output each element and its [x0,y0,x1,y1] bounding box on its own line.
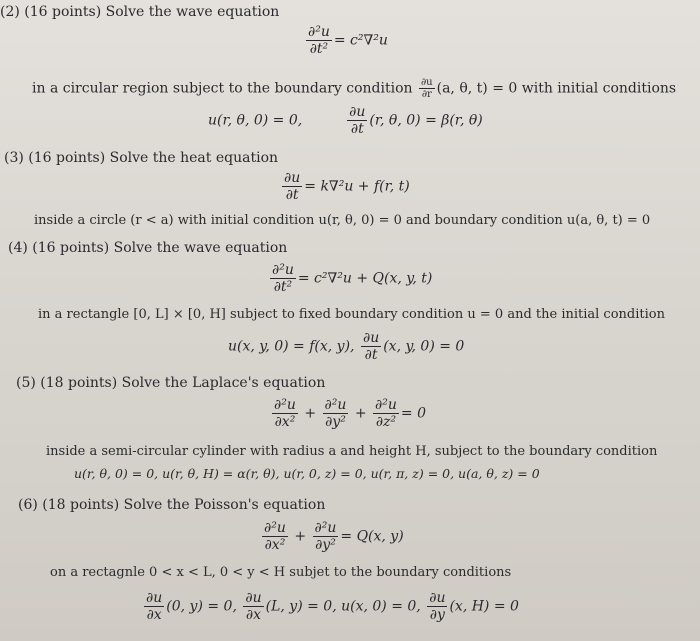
problem-4-condition-line: in a rectangle [0, L] × [0, H] subject to fixed boundary condition u = 0 and the initial condition [38,307,665,322]
fraction: $\frac{\partial u}{\partial t}$ [362,330,380,363]
problem-3-equation: $\frac{\partial u}{\partial t}$ = k∇²u + f(r, t) [284,170,410,203]
problem-4-initial-conditions: u(x, y, 0) = f(x, y), $\frac{\partial u}{\partial t}$ (x, y, 0) = 0 [228,330,465,363]
problem-2-header: (2) (16 points) Solve the wave equation [0,4,280,20]
fraction: $\frac{\partial u}{\partial y}$ [429,590,446,623]
fraction: $\frac{\text{∂²u}}{\text{∂z²}}$ [375,397,397,430]
problem-3-header: (3) (16 points) Solve the heat equation [4,150,279,166]
fraction: $\frac{\partial u}{\partial r}$ [421,77,433,100]
problem-6-equation: $\frac{\text{∂²u}}{\text{∂x²}}$ + $\frac{\text{∂²u}}{\text{∂y²}}$ = Q(x, y) [264,520,404,553]
fraction: $\frac{\text{∂²u}}{\text{∂x²}}$ [264,520,286,553]
fraction: $\frac{\text{∂²u}}{\text{∂t²}}$ [308,24,330,57]
fraction: $\frac{\partial u}{\partial x}$ [245,590,262,623]
fraction: $\frac{\partial u}{\partial t}$ [349,104,366,137]
problem-5-header: (5) (18 points) Solve the Laplace's equation [16,375,326,391]
problem-5-condition-line: inside a semi-circular cylinder with radius a and height H, subject to the boundary condition [46,444,658,459]
problem-5-equation: $\frac{\text{∂²u}}{\text{∂x²}}$ + $\frac{\text{∂²u}}{\text{∂y²}}$ + $\frac{\text{∂²u}}{\text{∂z²}}$ = 0 [274,397,426,430]
fraction: $\frac{\partial u}{\partial x}$ [146,590,163,623]
problem-2-equation: $\frac{\text{∂²u}}{\text{∂t²}}$ = c²∇²u [308,24,388,57]
fraction: $\frac{\partial u}{\partial t}$ [284,170,301,203]
fraction: $\frac{\text{∂²u}}{\text{∂y²}}$ [324,397,347,430]
fraction: $\frac{\text{∂²u}}{\text{∂x²}}$ [274,397,296,430]
problem-5-boundary-conditions: u(r, θ, 0) = 0, u(r, θ, H) = α(r, θ), u(r, 0, z) = 0, u(r, π, z) = 0, u(a, θ, z) = 0 [74,466,540,481]
fraction: $\frac{\text{∂²u}}{\text{∂y²}}$ [314,520,337,553]
problem-6-header: (6) (18 points) Solve the Poisson's equation [18,497,326,513]
fraction: $\frac{\text{∂²u}}{\text{∂t²}}$ [272,262,294,295]
problem-2-initial-conditions: u(r, θ, 0) = 0, $\frac{\partial u}{\partial t}$ (r, θ, 0) = β(r, θ) [208,104,483,137]
problem-2-condition-line: in a circular region subject to the boundary condition $\frac{\partial u}{\partial r}$ (a, θ, t) = 0 with initial conditions [32,77,677,100]
problem-6-condition-line: on a rectagnle 0 < x < L, 0 < y < H subjet to the boundary conditions [50,565,512,580]
problem-6-boundary-conditions: $\frac{\partial u}{\partial x}$ (0, y) = 0, $\frac{\partial u}{\partial x}$ (L, y) = 0, u(x, 0) = 0, $\frac{\partial u}{\partial y}$ (x, H) = 0 [146,590,519,623]
problem-3-condition-line: inside a circle (r < a) with initial condition u(r, θ, 0) = 0 and boundary condition u(a, θ, t) = 0 [34,213,651,228]
problem-4-header: (4) (16 points) Solve the wave equation [8,240,288,256]
problem-4-equation: $\frac{\text{∂²u}}{\text{∂t²}}$ = c²∇²u + Q(x, y, t) [272,262,433,295]
